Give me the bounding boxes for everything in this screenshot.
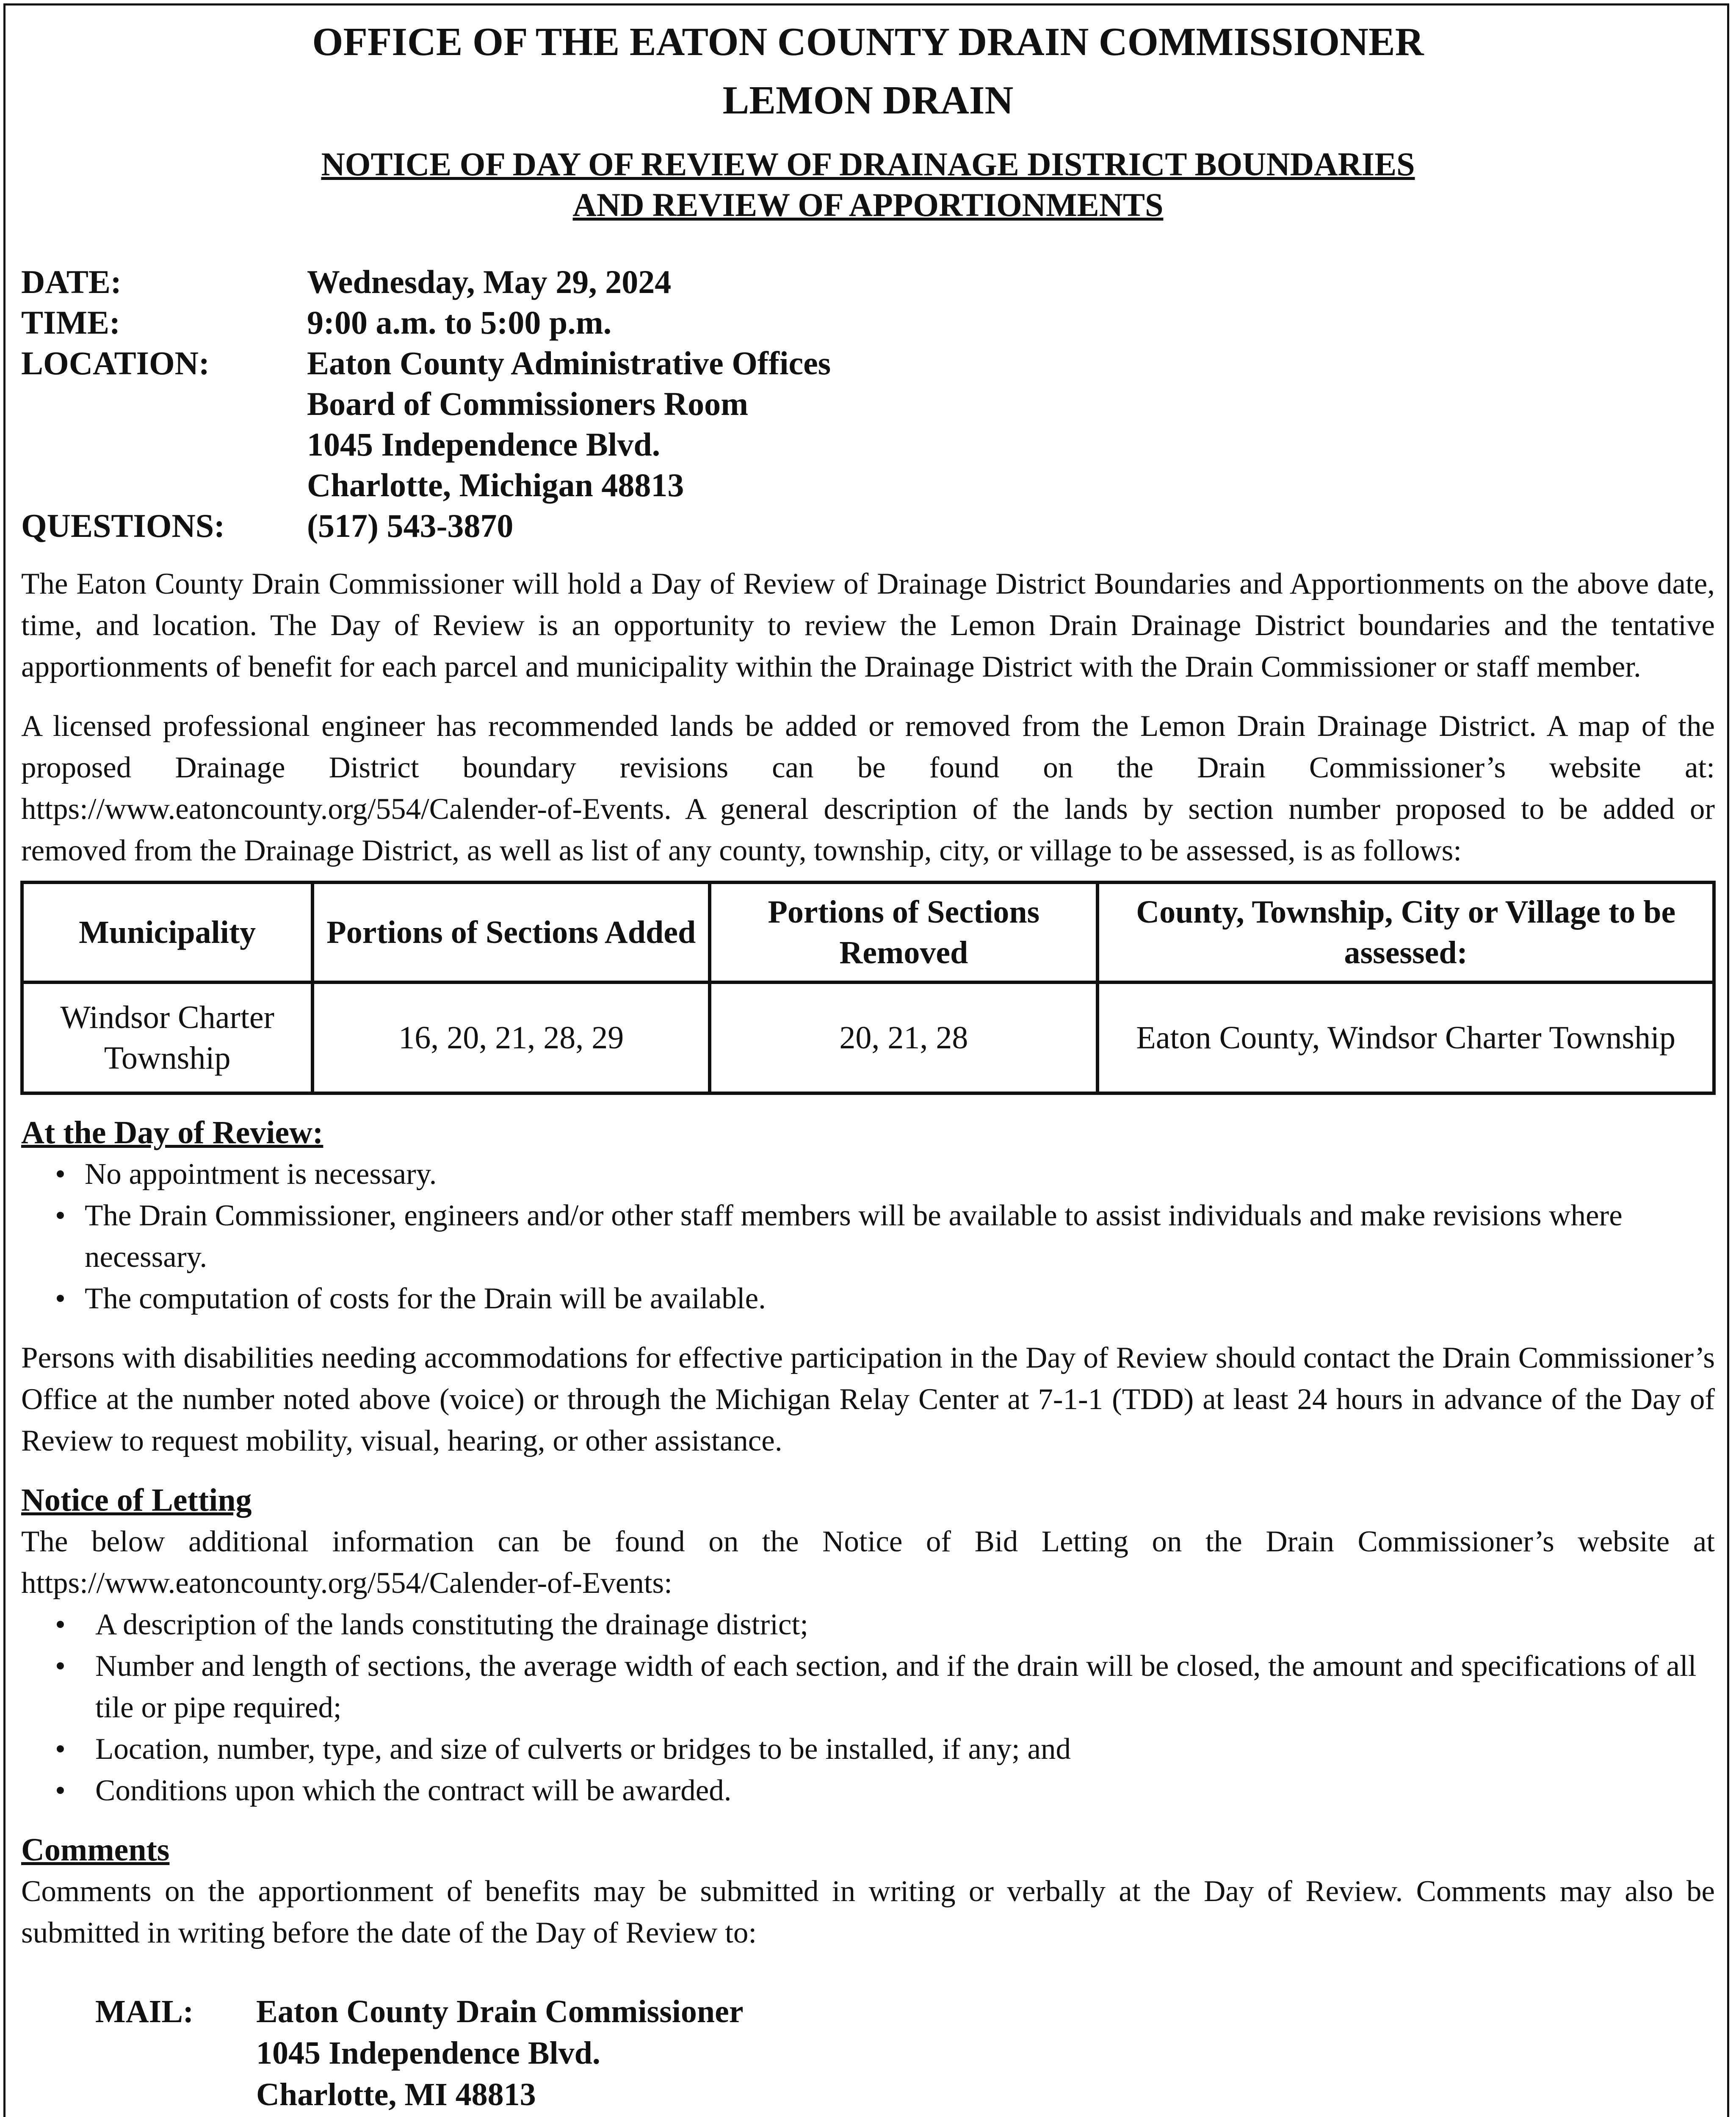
date-value: Wednesday, May 29, 2024 bbox=[307, 263, 672, 300]
table-header-row bbox=[22, 882, 1714, 982]
letting-list bbox=[21, 1604, 1715, 1811]
cell-sections-removed: 20, 21, 28 bbox=[710, 982, 1097, 1093]
cell-to-be-assessed: Eaton County, Windsor Charter Township bbox=[1097, 982, 1714, 1093]
intro-paragraph: The Eaton County Drain Commissioner will hold a Day of Review of Drainage District Boundaries and Apportionments on the above date, time, and location. The Day of Review is an opportunity to review the Lemon Drain Drainage District boundaries and the tentative apportionments of benefit for each parcel and municipality within the Drainage District with the Drain Commissioner or staff member. bbox=[21, 567, 1715, 683]
comments-heading: Comments bbox=[21, 1832, 170, 1868]
list-item: • The computation of costs for the Drain will be available. bbox=[21, 1278, 1715, 1319]
list-item: • Number and length of sections, the average width of each section, and if the drain will be closed, the amount and specifications of all tile or pipe required; bbox=[21, 1645, 1715, 1728]
time-value: 9:00 a.m. to 5:00 p.m. bbox=[307, 304, 612, 341]
list-item: • Location, number, type, and size of culverts or bridges to be installed, if any; and bbox=[21, 1728, 1715, 1770]
list-item: • No appointment is necessary. bbox=[21, 1153, 1715, 1195]
mail-line: 1045 Independence Blvd. bbox=[256, 2035, 600, 2071]
cell-sections-added: 16, 20, 21, 28, 29 bbox=[312, 982, 710, 1093]
event-details bbox=[21, 262, 1715, 546]
sections-table bbox=[20, 881, 1716, 1095]
notice-title-line-2: AND REVIEW OF APPORTIONMENTS bbox=[572, 186, 1164, 223]
day-of-review-heading: At the Day of Review: bbox=[21, 1115, 323, 1150]
letting-intro: The below additional information can be found on the Notice of Bid Letting on the Drain Commissioner’s website at https://www.eatoncounty.org/554/Calender-of-Events: bbox=[21, 1525, 1715, 1600]
engineer-paragraph: A licensed professional engineer has recommended lands be added or removed from the Lemon Drain Drainage District. A map of the proposed Drainage District boundary revisions can be found on the Drain Commissioner’s website at: https://www.eatoncounty.org/554/Calender-of-Events. A general description of the lands by section number proposed to be added or removed from the Drainage District, as well as list of any county, township, city, or village to be assessed, is as follows: bbox=[21, 710, 1715, 867]
office-title: OFFICE OF THE EATON COUNTY DRAIN COMMISSIONER bbox=[312, 20, 1424, 64]
questions-label: QUESTIONS: bbox=[21, 507, 225, 544]
day-of-review-list bbox=[21, 1153, 1715, 1319]
bullet-icon: • bbox=[55, 1608, 66, 1641]
notice-header bbox=[21, 13, 1715, 225]
location-value bbox=[307, 343, 1715, 506]
bullet-icon: • bbox=[55, 1282, 66, 1315]
mail-address bbox=[256, 1991, 744, 2115]
header-sections-added: Portions of Sections Added bbox=[312, 882, 710, 982]
list-item: • A description of the lands constituting the drainage district; bbox=[21, 1604, 1715, 1645]
location-line: Charlotte, Michigan 48813 bbox=[307, 467, 684, 503]
mail-label: MAIL: bbox=[95, 1994, 194, 2029]
notice-page bbox=[21, 13, 1715, 2117]
bullet-icon: • bbox=[55, 1774, 66, 1807]
bullet-icon: • bbox=[55, 1733, 66, 1766]
notice-of-letting-heading: Notice of Letting bbox=[21, 1482, 252, 1518]
comments-intro: Comments on the apportionment of benefits may be submitted in writing or verbally at the Day of Review. Comments may also be submitted in writing before the date of the Day of Review to: bbox=[21, 1875, 1715, 1949]
mail-block bbox=[21, 1991, 1715, 2117]
header-municipality: Municipality bbox=[22, 882, 312, 982]
date-label: DATE: bbox=[21, 263, 122, 300]
bullet-icon: • bbox=[55, 1158, 66, 1191]
list-item: • The Drain Commissioner, engineers and/or other staff members will be available to assist individuals and make revisions where necessary. bbox=[21, 1195, 1715, 1278]
header-to-be-assessed: County, Township, City or Village to be assessed: bbox=[1097, 882, 1714, 982]
bullet-icon: • bbox=[55, 1199, 66, 1232]
header-sections-removed: Portions of Sections Removed bbox=[710, 882, 1097, 982]
questions-phone: (517) 543-3870 bbox=[307, 507, 514, 544]
bullet-icon: • bbox=[55, 1650, 66, 1683]
table-row bbox=[22, 982, 1714, 1093]
location-line: 1045 Independence Blvd. bbox=[307, 426, 661, 463]
disabilities-paragraph: Persons with disabilities needing accommodations for effective participation in the Day of Review should contact the Drain Commissioner’s Office at the number noted above (voice) or through the Michigan Relay Center at 7-1-1 (TDD) at least 24 hours in advance of the Day of Review to request mobility, visual, hearing, or other assistance. bbox=[21, 1341, 1715, 1457]
mail-line: Charlotte, MI 48813 bbox=[256, 2077, 536, 2112]
list-item: • Conditions upon which the contract will be awarded. bbox=[21, 1770, 1715, 1811]
time-label: TIME: bbox=[21, 304, 120, 341]
drain-title: LEMON DRAIN bbox=[722, 78, 1014, 122]
notice-title-line-1: NOTICE OF DAY OF REVIEW OF DRAINAGE DISTRICT BOUNDARIES bbox=[321, 146, 1415, 182]
location-label: LOCATION: bbox=[21, 345, 210, 381]
mail-line: Eaton County Drain Commissioner bbox=[256, 1994, 744, 2029]
cell-municipality: Windsor Charter Township bbox=[22, 982, 312, 1093]
location-line: Board of Commissioners Room bbox=[307, 385, 749, 422]
location-line: Eaton County Administrative Offices bbox=[307, 345, 831, 381]
